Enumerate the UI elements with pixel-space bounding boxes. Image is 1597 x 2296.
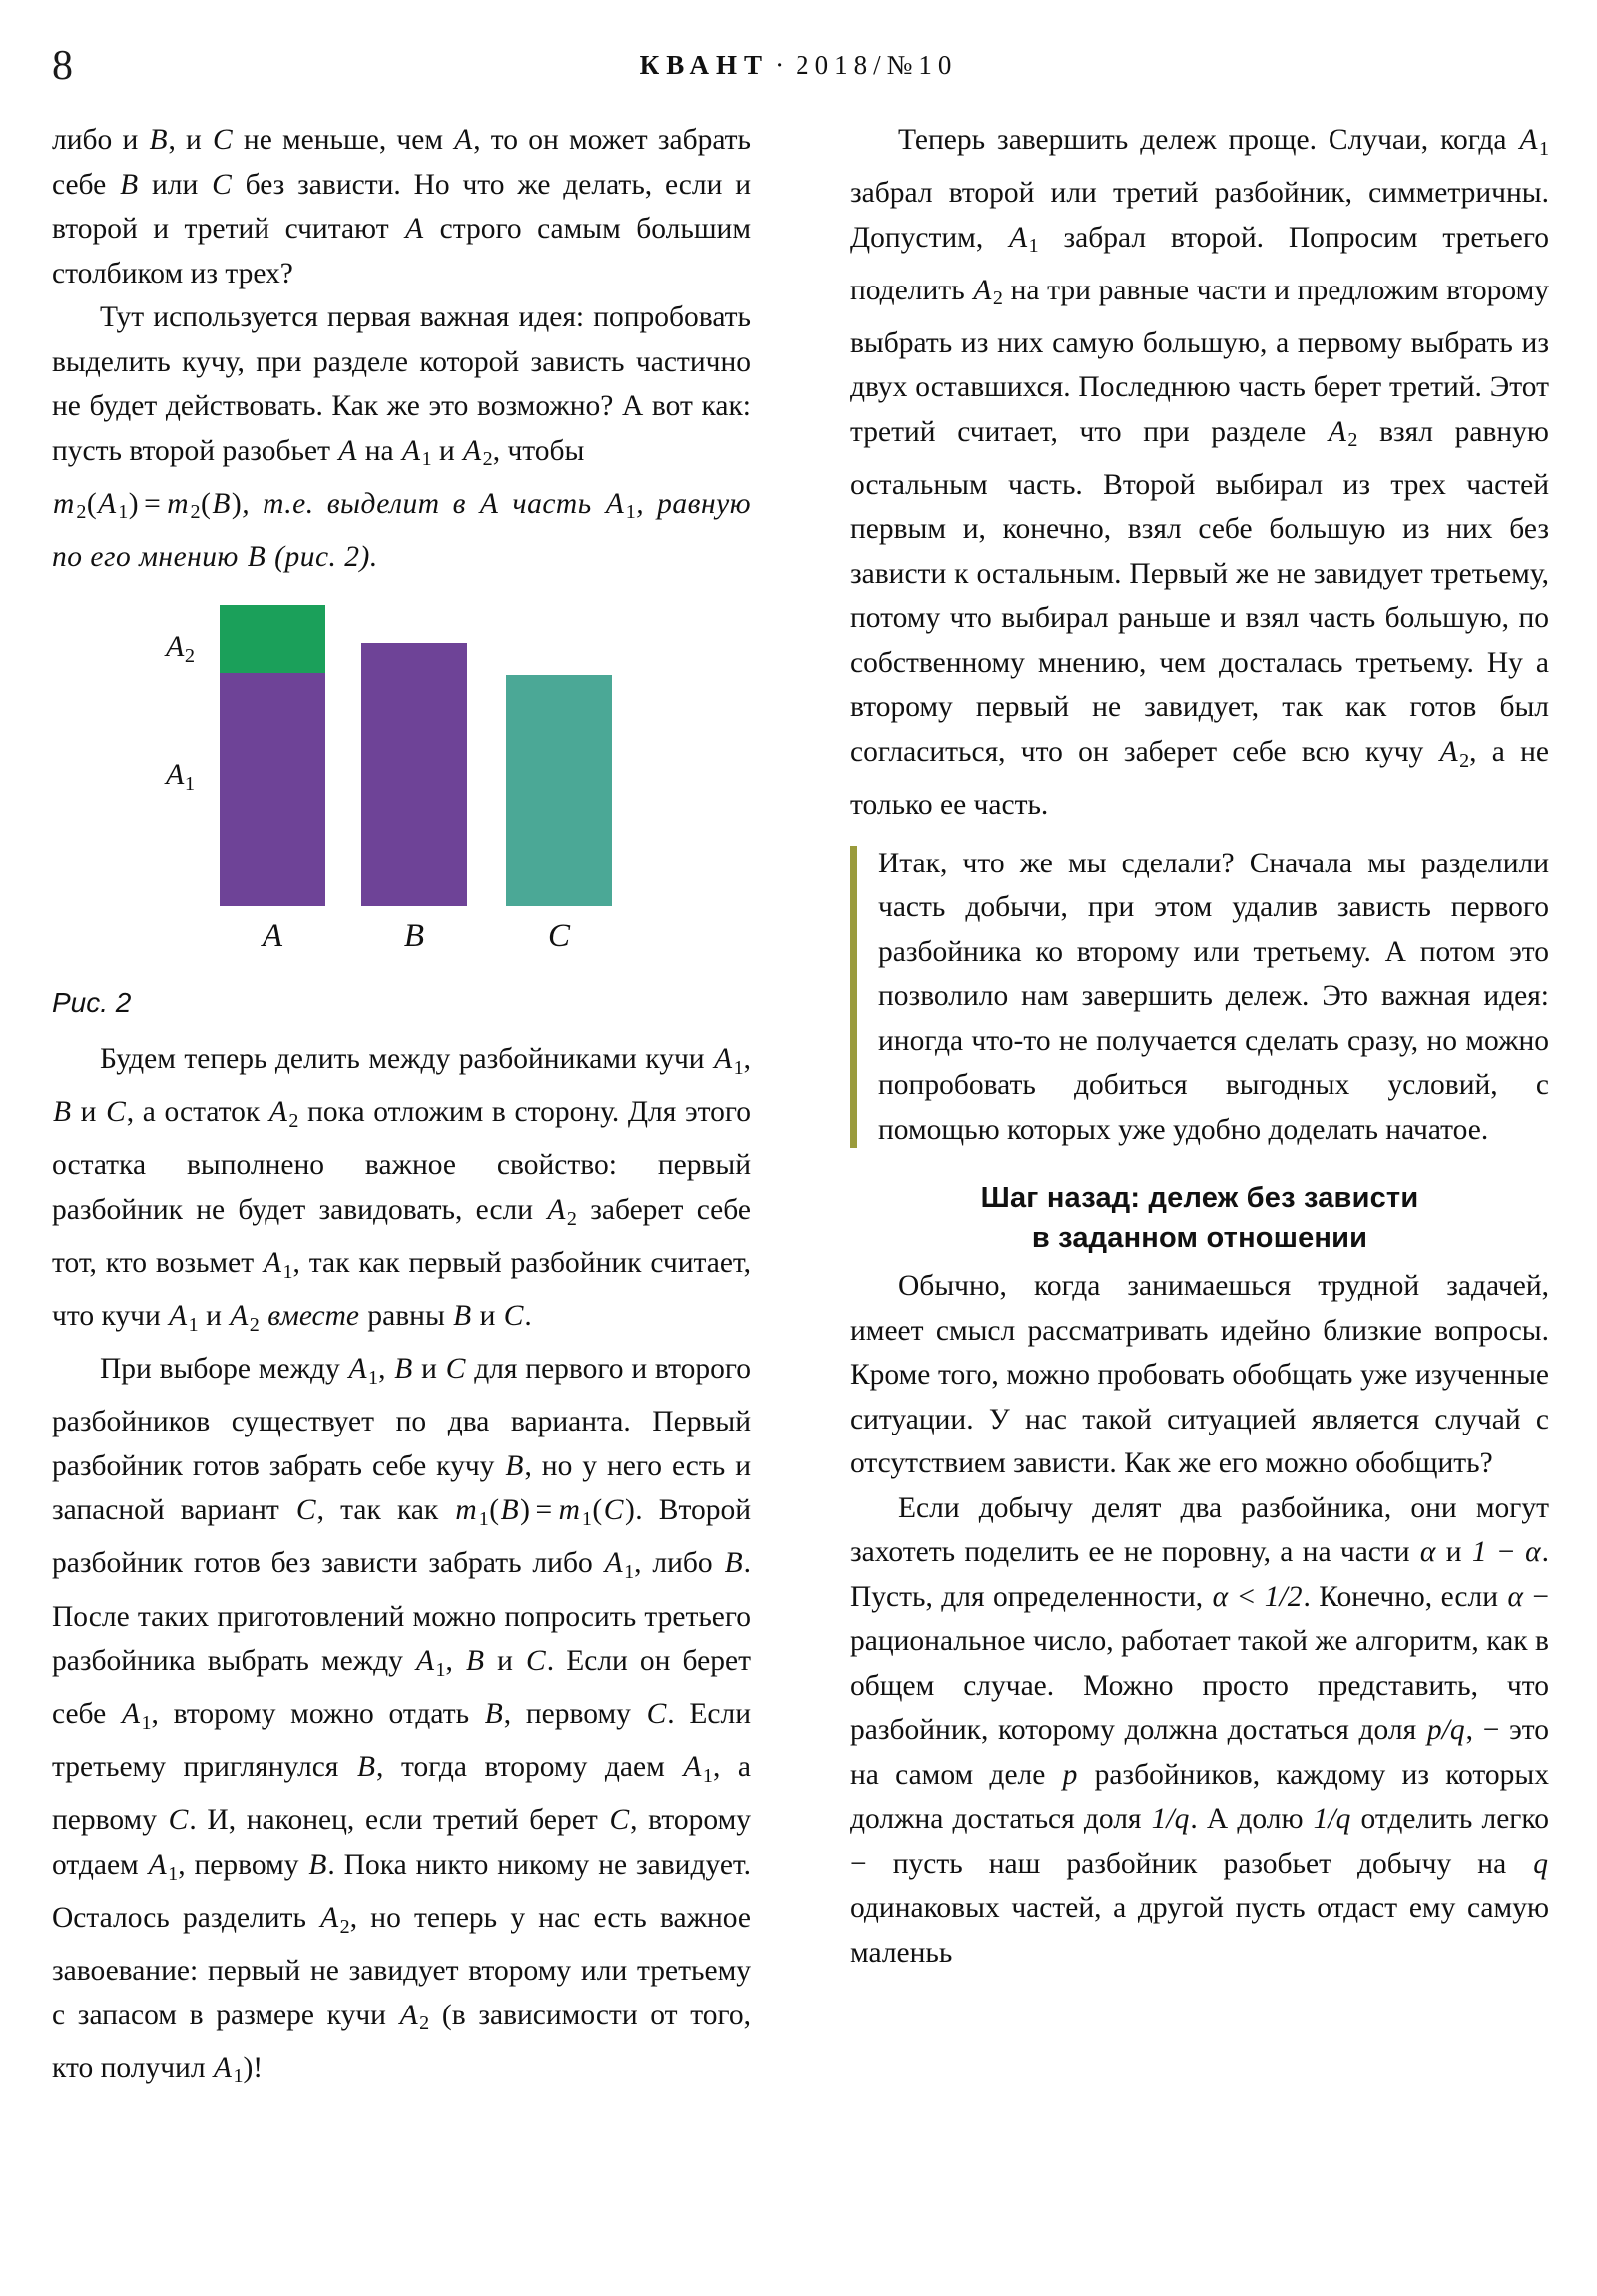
text-run: и (72, 1096, 106, 1129)
journal-masthead (0, 50, 1597, 81)
math-var: A (415, 1645, 435, 1678)
bar-segment-b (361, 643, 467, 906)
bar-chart (162, 605, 641, 964)
math-var: A (683, 1751, 702, 1784)
text-run: и (485, 1645, 526, 1678)
text-run: , но теперь у нас есть важное завоевание: первый не завидует второму или третьему с запасом в размере кучи (52, 1902, 751, 2031)
math-var: A (213, 2051, 232, 2084)
math-var: C (168, 1804, 189, 1837)
math-var: B (466, 1645, 485, 1678)
text-run: . Второй разбойник готов без зависти забрать либо (52, 1494, 752, 1580)
bar-b (361, 643, 467, 906)
math-var: A (714, 1043, 733, 1076)
math-var: A (348, 1353, 367, 1386)
label-a1-sub: 1 (184, 772, 196, 795)
math-operator: = (144, 487, 162, 520)
text-run: , первому (503, 1698, 646, 1731)
text-run: строго самым большим столбиком из трех? (52, 213, 751, 289)
math-subscript: 1 (478, 1507, 490, 1530)
math-paren: ( (489, 1494, 500, 1527)
text-run: либо и (52, 124, 149, 156)
math-var: B (724, 1547, 743, 1580)
text-run: Будем теперь делить между разбойниками кучи (100, 1043, 714, 1076)
math-subscript: 2 (1347, 429, 1358, 452)
text-run: , первому (178, 1848, 308, 1881)
math-subscript: 1 (233, 2065, 244, 2088)
math-var: B (484, 1698, 503, 1731)
label-a1 (166, 753, 195, 806)
math-var: B (149, 124, 168, 156)
bar-c (506, 675, 612, 906)
display-formula-m2 (52, 482, 751, 580)
section-heading-line-1: Шаг назад: дележ без зависти (980, 1182, 1419, 1215)
math-var: C (609, 1804, 630, 1837)
journal-issue: 2018/№10 (796, 50, 958, 80)
running-head (0, 36, 1597, 96)
text-run: . Если третьему приглянулся (52, 1698, 751, 1784)
math-var: B (308, 1848, 327, 1881)
math-fraction-p-q: p/q (1426, 1714, 1465, 1747)
text-run: или (139, 168, 212, 201)
math-expr-one-minus-alpha: 1 − α (1471, 1536, 1541, 1569)
math-subscript: 1 (368, 1366, 379, 1389)
math-subscript: 2 (76, 501, 87, 524)
text-run: При выборе между (100, 1353, 348, 1386)
text-run: забрал второй. Попросим третьего поделить (850, 221, 1549, 306)
math-var: A (338, 434, 357, 467)
math-operator: = (535, 1494, 553, 1527)
math-var: C (213, 124, 233, 156)
math-var: B (500, 1494, 520, 1527)
math-inequality: α < 1/2 (1212, 1580, 1303, 1613)
text-run: отделить легко − пусть наш разбойник разобьет добычу на (850, 1803, 1549, 1880)
math-var: A (454, 124, 473, 156)
math-subscript: 2 (288, 1109, 299, 1132)
tick-label-c: C (547, 917, 570, 954)
text-run: . Пока никто никому не завидует. Осталось разделить (52, 1848, 751, 1935)
text-run: часть (499, 487, 605, 520)
math-var: A (973, 274, 992, 306)
bar-segment-a1 (220, 673, 325, 906)
text-run: , и (168, 124, 213, 156)
math-subscript: 2 (249, 1313, 260, 1336)
text-run: на три равные части и предложим второму выбрать из них самую большую, а первому выбрать из двух оставшихся. Последнюю часть берет третий. Этот третий считает, что при разделе (850, 274, 1549, 448)
text-run: , то он может забрать себе (52, 124, 752, 201)
math-var: A (1439, 735, 1458, 768)
math-fraction-one-q: 1/q (1151, 1803, 1190, 1836)
math-var: C (295, 1494, 316, 1527)
text-run: и (198, 1300, 230, 1333)
text-run: , либо (634, 1547, 724, 1580)
text-run: и (431, 434, 463, 467)
label-a2-sub: 2 (184, 644, 196, 667)
math-var: C (106, 1096, 126, 1129)
math-subscript: 2 (1459, 749, 1470, 772)
math-paren: ) (520, 1494, 531, 1527)
math-var: B (120, 168, 139, 201)
math-subscript: 1 (282, 1260, 293, 1283)
math-paren: ( (86, 487, 98, 520)
text-run: , а остаток (126, 1096, 268, 1129)
math-greek-alpha: α (1507, 1580, 1523, 1613)
text-run: и (413, 1353, 445, 1386)
text-run: разбойников, каждому из которых должна достаться доля (850, 1758, 1549, 1836)
text-run: не меньше, чем (233, 124, 454, 156)
text-run: , равную по его мнению (52, 487, 751, 573)
figure-caption: Рис. 2 (52, 986, 132, 1018)
text-run: для первого и второго разбойников существует по два варианта. Первый разбойник готов забрать себе кучу (52, 1353, 751, 1482)
text-run: . Пусть, для определенности, (850, 1536, 1549, 1613)
math-paren: ) (231, 487, 243, 520)
math-subscript: 2 (190, 501, 202, 524)
math-subscript: 1 (421, 448, 432, 471)
math-subscript: 2 (566, 1207, 577, 1230)
paragraph-l3 (52, 1037, 751, 1347)
math-paren: ) (128, 487, 140, 520)
math-var: A (98, 487, 117, 520)
math-subscript: 2 (482, 448, 493, 471)
math-subscript: 1 (624, 1561, 635, 1584)
bar-segment-a2 (220, 605, 325, 673)
math-subscript: 1 (733, 1056, 744, 1079)
text-run: , (378, 1353, 394, 1386)
math-paren: ( (201, 487, 212, 520)
math-var: A (547, 1193, 566, 1226)
math-var: B (453, 1300, 472, 1333)
text-run: . Конечно, если (1303, 1580, 1507, 1613)
text-run: , а не только ее часть. (850, 735, 1549, 822)
text-run: пока отложим в сторону. Для этого остатка выполнено важное свойство: первый разбойник не будет завидовать, если (52, 1096, 751, 1226)
figure-2 (52, 605, 751, 1019)
math-var: A (463, 434, 482, 467)
math-subscript: 1 (141, 1711, 152, 1734)
math-var: B (247, 540, 266, 573)
paragraph-l2 (52, 295, 751, 579)
callout-text: Итак, что же мы сделали? Сначала мы разделили часть добычи, при этом удалив зависть первого разбойника ко второму или третьему. А потом это позволило нам завершить дележ. Это важная идея: иногда что-то не получается сделать сразу, но можно попробовать добиться выгодных условий, с помощью которых уже удобно доделать начатое. (878, 847, 1549, 1146)
math-var: B (356, 1751, 375, 1784)
math-subscript: 1 (1538, 137, 1549, 160)
math-var: C (603, 1494, 624, 1527)
paragraph-r3 (850, 1486, 1549, 1976)
math-subscript: 1 (581, 1507, 593, 1530)
math-subscript: 2 (992, 287, 1003, 310)
text-run: забрал второй или третий разбойник, симметричны. Допустим, (850, 177, 1549, 254)
math-func: m (53, 487, 75, 520)
text-run: , но у него есть и запасной вариант (52, 1449, 751, 1527)
section-heading-line-2: в заданном отношении (1031, 1222, 1368, 1255)
journal-title: КВАНТ (639, 50, 770, 80)
right-column (850, 118, 1549, 1975)
math-paren: ) (624, 1494, 636, 1527)
math-var-q: q (1533, 1847, 1548, 1880)
masthead-separator: · (775, 50, 791, 80)
paragraph-l4 (52, 1347, 751, 2099)
paragraph-r2: Обычно, когда занимаешься трудной задачей, имеет смысл рассматривать идейно близкие вопросы. Кроме того, можно пробовать обобщать уже изученные ситуации. У нас такой ситуацией является случай с отсутствием зависти. Как же его можно обобщить? (850, 1270, 1549, 1480)
math-subscript: 1 (1028, 235, 1039, 258)
math-var: B (394, 1353, 413, 1386)
label-a2 (166, 625, 195, 678)
text-run: и (472, 1300, 503, 1333)
text-run: , так как (316, 1494, 455, 1527)
paragraph-r1 (850, 118, 1549, 828)
math-subscript: 2 (339, 1915, 350, 1938)
section-heading (850, 1178, 1549, 1258)
text-run: , второму отдаем (52, 1804, 751, 1881)
math-greek-alpha: α (1419, 1536, 1436, 1569)
text-run: , тогда второму даем (376, 1751, 683, 1784)
math-func: m (167, 487, 190, 520)
math-var: A (402, 434, 421, 467)
label-a2-main: A (166, 630, 185, 664)
text-run: − рациональное число, работает такой же алгоритм, как в общем случае. Можно просто представить, что разбойник, которому должна достаться доля (850, 1580, 1549, 1747)
math-subscript: 1 (118, 501, 129, 524)
text-run: равны (360, 1300, 453, 1333)
text-run: и (1436, 1536, 1471, 1569)
math-var: C (445, 1353, 466, 1386)
math-var-p: p (1062, 1758, 1078, 1791)
math-var: A (1519, 124, 1538, 156)
left-column (52, 118, 751, 2099)
bar-a (220, 605, 325, 906)
text-run: одинаковых частей, а другой пусть отдаст ему самую маленьь (850, 1892, 1549, 1969)
math-var: A (1009, 221, 1028, 254)
math-var: A (405, 213, 424, 245)
math-var: B (505, 1449, 524, 1482)
page-number: 8 (52, 43, 73, 89)
text-run: , а первому (52, 1751, 752, 1837)
math-var: A (148, 1848, 167, 1881)
text-run: . А долю (1190, 1803, 1313, 1836)
math-var: C (526, 1645, 546, 1678)
math-var: B (53, 1096, 72, 1129)
body-columns (52, 118, 1549, 2254)
text-run: , т.е. выделит в (242, 487, 479, 520)
math-var: A (230, 1300, 249, 1333)
math-var: C (503, 1300, 524, 1333)
math-subscript: 1 (435, 1658, 446, 1681)
text-run: , так как первый разбойник считает, что кучи (52, 1247, 751, 1333)
math-func: m (455, 1494, 478, 1527)
math-var: A (320, 1902, 339, 1935)
tick-label-b: B (403, 917, 425, 954)
math-var: A (399, 1999, 418, 2031)
math-subscript: 1 (188, 1313, 199, 1336)
text-run: (рис. 2). (266, 540, 378, 573)
math-func: m (558, 1494, 581, 1527)
text-run: (в зависимости от того, кто получил (52, 1999, 751, 2084)
text-run: Тут используется первая важная идея: попробовать выделить кучу, при разделе которой зависть частично не будет действовать. Как же это возможно? А вот как: пусть второй разобьет (52, 301, 751, 467)
text-run: . После таких приготовлений можно попросить третьего разбойника выбрать между (52, 1547, 751, 1678)
text-run: , (445, 1645, 466, 1678)
text-run: на (357, 434, 402, 467)
label-a1-main: A (166, 758, 185, 792)
text-run: . И, наконец, если третий берет (189, 1804, 609, 1837)
math-var: C (212, 168, 232, 201)
text-run: взял равную остальным часть. Второй выбирал из трех частей первым и, конечно, взял себе большую из них без зависти к остальным. Первый же не завидует третьему, потому что выбирал раньше и взял часть большую, по собственному мнению, чем досталась третьему. Ну а второму первый не завидует, так как готов был согласиться, что он заберет себе всю кучу (850, 415, 1549, 768)
text-run: , чтобы (492, 434, 585, 467)
tick-label-a: A (262, 917, 283, 954)
text-run: , (743, 1043, 751, 1076)
math-paren: ( (592, 1494, 603, 1527)
math-var: A (479, 487, 499, 520)
emphasis-run: вместе (260, 1300, 360, 1333)
math-var: A (604, 1547, 623, 1580)
math-var: A (1328, 415, 1346, 448)
text-run: заберет себе тот, кто возьмет (52, 1193, 751, 1280)
math-subscript: 1 (625, 501, 637, 524)
text-run: без зависти. Но что же делать, если и второй и третий считают (52, 168, 752, 245)
inline-formula-m1 (454, 1494, 636, 1530)
text-run: Теперь завершить дележ проще. Случаи, когда (898, 124, 1519, 156)
text-run: . Если он берет себе (52, 1645, 752, 1731)
paragraph-l1 (52, 118, 751, 295)
math-var: A (605, 487, 625, 520)
text-run: . (524, 1300, 532, 1333)
math-subscript: 2 (419, 2012, 430, 2035)
math-var: A (169, 1300, 188, 1333)
math-fraction-one-q: 1/q (1313, 1803, 1351, 1836)
callout-block (850, 842, 1549, 1153)
math-var: A (121, 1698, 141, 1731)
bar-segment-c (506, 675, 612, 906)
math-subscript: 1 (702, 1764, 713, 1787)
math-subscript: 1 (168, 1862, 179, 1885)
math-var: C (646, 1698, 667, 1731)
math-var: A (268, 1096, 287, 1129)
text-run: )! (243, 2051, 264, 2084)
text-run: Если добычу делят два разбойника, они могут захотеть поделить ее не поровну, а на части (850, 1491, 1549, 1569)
math-var: B (212, 487, 231, 520)
text-run: , второму можно отдать (151, 1698, 484, 1731)
text-run: , − это на самом деле (850, 1714, 1549, 1791)
math-var: A (263, 1247, 281, 1280)
